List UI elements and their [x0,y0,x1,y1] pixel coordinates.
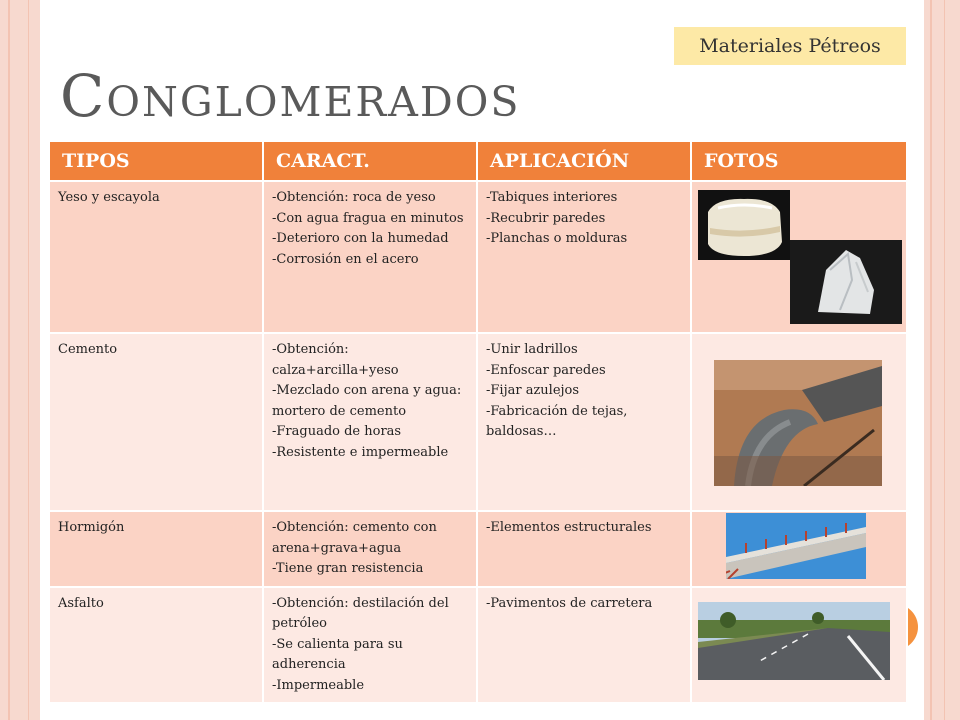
aplicacion-line: -Tabiques interiores [486,190,618,205]
caract-line: -Resistente e impermeable [272,444,449,460]
cell-type: Yeso y escayola [49,181,263,333]
caract-line: -Obtención: roca de yeso [272,190,436,205]
table-row [49,333,907,511]
aplicacion-line: -Recubrir paredes [486,210,606,226]
asphalt-road-photo [698,602,890,680]
cell-caract [263,333,477,511]
cell-aplicacion [477,511,691,587]
aplicacion-line: -Enfoscar paredes [486,362,606,378]
table-header-row [49,141,907,181]
aplicacion-line: -Elementos estructurales [486,520,652,535]
cell-photo [691,181,907,333]
header-fotos: FOTOS [691,141,907,181]
caract-line: -Deterioro con la humedad [272,231,449,246]
cell-type: Asfalto [49,587,263,704]
caract-line: -Fraguado de horas [272,424,402,439]
caract-line: -Impermeable [272,677,365,693]
cell-caract [263,587,477,704]
cell-caract [263,511,477,587]
cell-photo [691,587,907,704]
caract-line: -Obtención: cemento con arena+grava+agua [272,520,437,556]
cell-aplicacion [477,181,691,333]
caract-line: -Se calienta para su adherencia [272,636,403,672]
slide-title: Conglomerados [60,62,521,130]
gypsum-block-photo [698,190,790,260]
gypsum-crystal-photo [790,240,902,324]
cell-photo [691,333,907,511]
right-frame-line [930,0,932,720]
table-row [49,181,907,333]
header-aplicacion: APLICACIÓN [477,141,691,181]
cement-pouring-photo [714,360,882,486]
materials-table [48,140,908,704]
header-caract: CARACT. [263,141,477,181]
aplicacion-line: -Fabricación de tejas, baldosas… [486,403,628,439]
right-frame-decoration [924,0,960,720]
table-row [49,511,907,587]
caract-line: -Obtención: destilación del petróleo [272,595,449,631]
cell-type: Cemento [49,333,263,511]
cell-photo [691,511,907,587]
right-frame-line [944,0,945,720]
aplicacion-line: -Unir ladrillos [486,342,578,357]
caract-line: -Tiene gran resistencia [272,561,424,576]
cell-aplicacion [477,587,691,704]
aplicacion-line: -Fijar azulejos [486,383,580,398]
caract-line: -Con agua fragua en minutos [272,210,464,226]
caract-line: -Obtención: calza+arcilla+yeso [272,342,399,378]
cell-aplicacion [477,333,691,511]
cell-caract [263,181,477,333]
category-badge: Materiales Pétreos [674,27,906,65]
left-frame-line [8,0,10,720]
left-frame-decoration [0,0,40,720]
table-row [49,587,907,704]
caract-line: -Mezclado con arena y agua: mortero de cemento [272,383,462,419]
aplicacion-line: -Pavimentos de carretera [486,595,653,611]
caract-line: -Corrosión en el acero [272,251,419,267]
left-frame-line [28,0,29,720]
header-tipos: TIPOS [49,141,263,181]
concrete-beam-photo [726,513,866,579]
cell-type: Hormigón [49,511,263,587]
aplicacion-line: -Planchas o molduras [486,231,628,246]
